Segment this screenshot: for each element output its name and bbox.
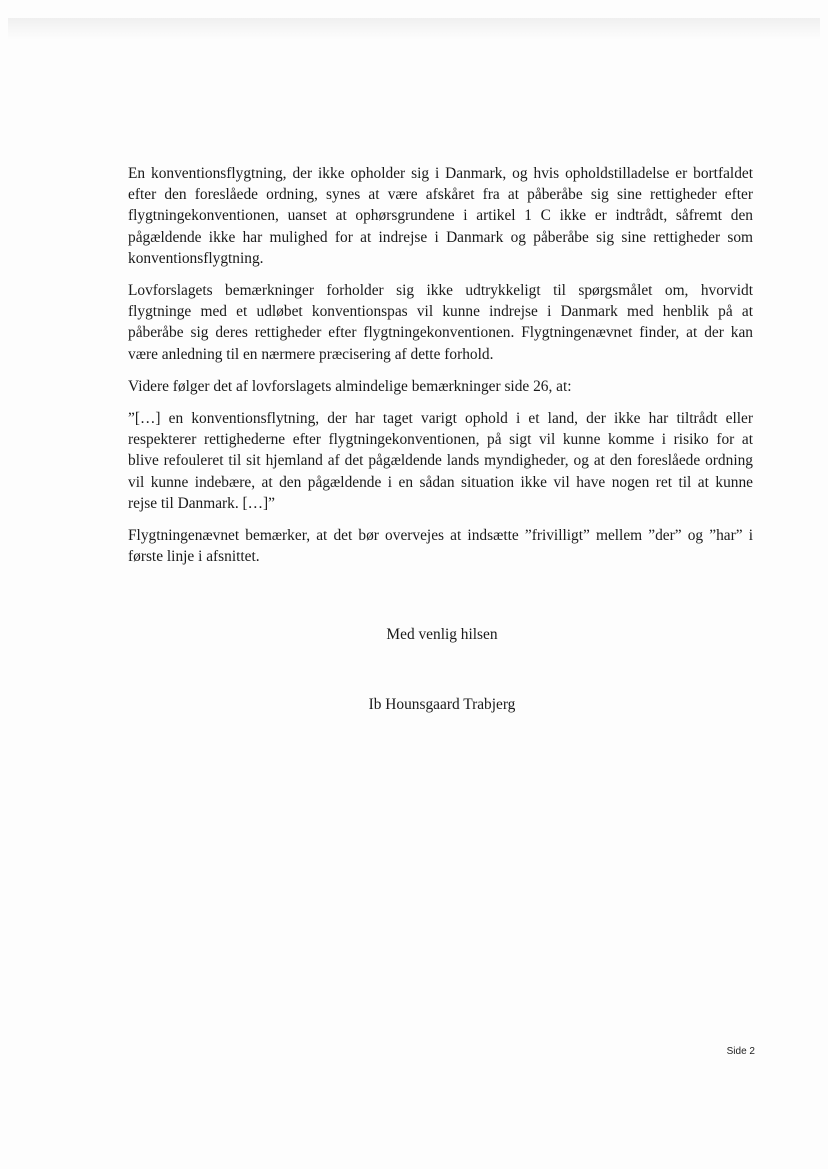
text-line: pågældende ikke har mulighed for at indrejse i Danmark og påberåbe sig sine rettigheder som [128,228,753,246]
text-line: vil kunne indebære, at den pågældende i en sådan situation ikke vil have nogen ret til at kunne [128,473,753,491]
scan-edge-shadow [8,18,820,40]
paragraph-3 [128,376,753,397]
text-line: første linje i afsnittet. [128,548,260,566]
text-line: rejse til Danmark. […]” [128,494,276,512]
text-line: efter den foreslåede ordning, synes at være afskåret fra at påberåbe sig sine rettigheder efter [128,186,753,204]
text-line: Videre følger det af lovforslagets almindelige bemærkninger side 26, at: [128,377,572,395]
letter-body [128,163,753,578]
text-line: flygtningekonventionen, uanset at ophørsgrundene i artikel 1 C ikke er indtrådt, såfremt den [128,207,753,225]
text-line: flygtninge med et udløbet konventionspas vil kunne indrejse i Danmark med henblik på at [128,303,753,321]
closing-greeting: Med venlig hilsen [386,626,498,643]
text-line: respekterer rettighederne efter flygtningekonventionen, på sigt vil kunne komme i risiko for at [128,431,753,449]
text-line: konventionsflygtning. [128,249,264,267]
text-line: være anledning til en nærmere præcisering af dette forhold. [128,345,494,363]
text-line: Flygtningenævnet bemærker, at det bør overvejes at indsætte ”frivilligt” mellem ”der” og ”har” i [128,527,753,545]
text-line: En konventionsflygtning, der ikke opholder sig i Danmark, og hvis opholdstilladelse er bortfaldet [128,165,753,182]
page-number: Side 2 [726,1046,755,1057]
quote-paragraph [128,408,753,514]
text-line: blive refouleret til sit hjemland af det pågældende lands myndigheder, og at den foreslåede ordning [128,452,753,470]
text-line: ”[…] en konventionsflytning, der har taget varigt ophold i et land, der ikke har tiltrådt eller [128,410,753,428]
text-line: påberåbe sig deres rettigheder efter flygtningekonventionen. Flygtningenævnet finder, at der kan [128,324,753,342]
paragraph-5 [128,525,753,567]
paragraph-2 [128,280,753,365]
signature-name: Ib Hounsgaard Trabjerg [368,696,516,713]
text-line: Lovforslagets bemærkninger forholder sig ikke udtrykkeligt til spørgsmålet om, hvorvidt [128,282,753,300]
paragraph-1 [128,163,753,269]
